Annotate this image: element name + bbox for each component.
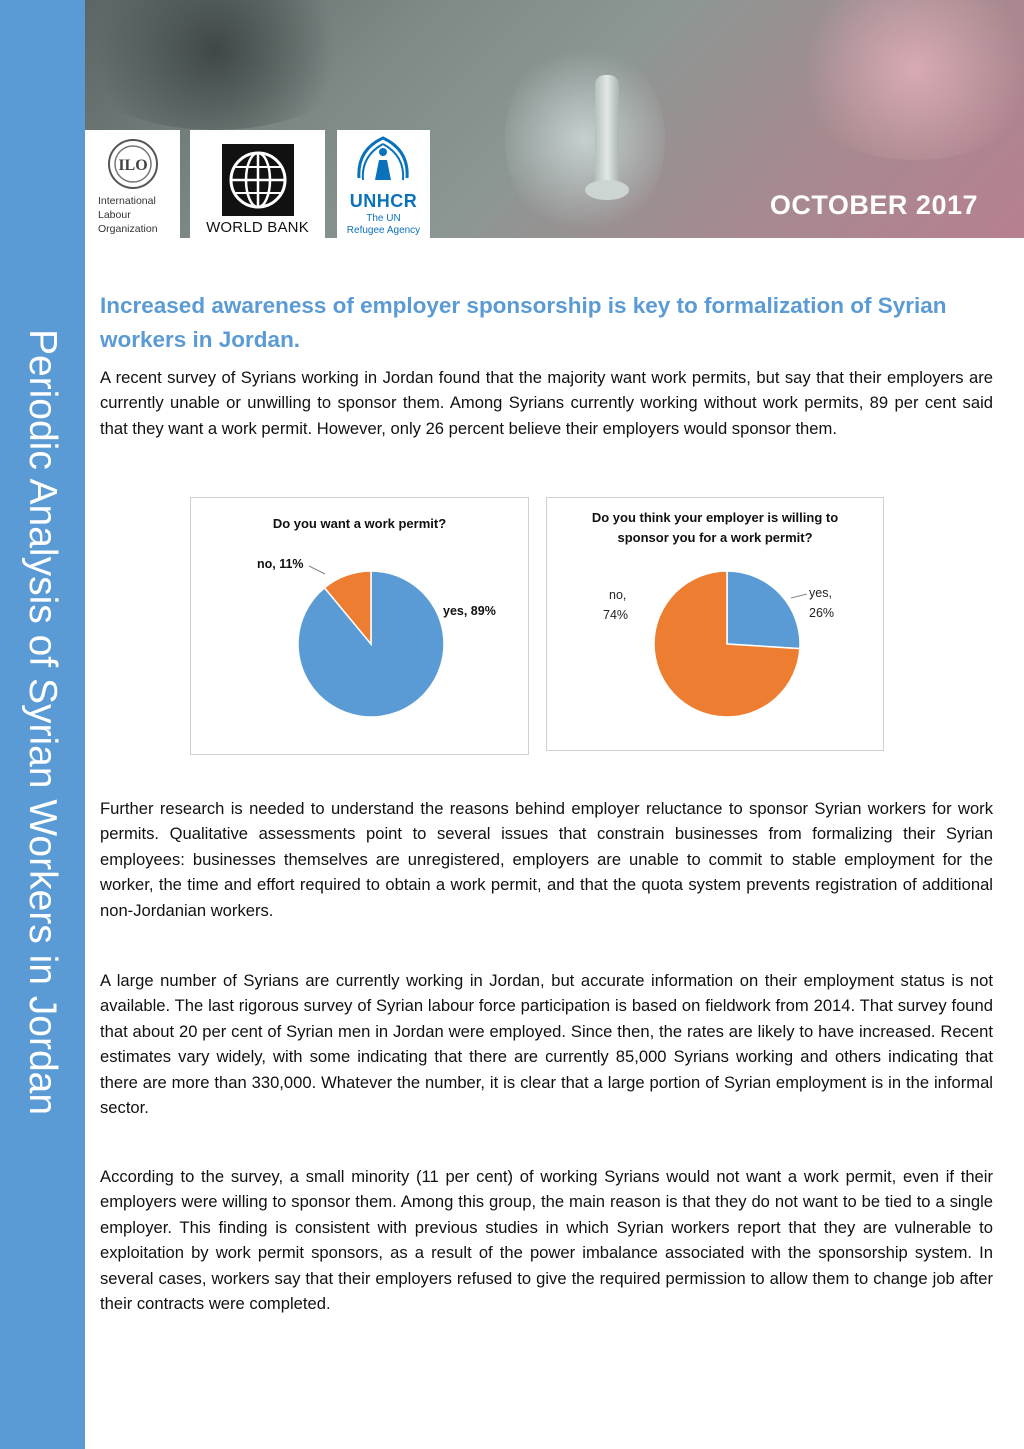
slice-label: yes, (809, 586, 832, 600)
unhcr-name: UNHCR (349, 191, 418, 211)
article-paragraph: According to the survey, a small minority (11 per cent) of working Syrians would not want a work permit, even if their employers were willing to sponsor them. Among this group, the main reason is that they do not want to be tied to a single employer. This finding is consistent with previous studies in which Syrian workers report that they are vulnerable to exploitation by work permit sponsors, as a result of the power imbalance associated with the sponsorship system. In several cases, workers say that their employers refused to give the required permission to allow them to change job after their contracts were completed. (100, 1167, 993, 1314)
leader-line (791, 594, 807, 598)
unhcr-subtitle-line: Refugee Agency (346, 225, 421, 236)
pie-chart-employer-sponsor (546, 497, 884, 751)
world-bank-logo (190, 130, 325, 238)
ilo-name-line: International (98, 195, 156, 207)
pie-chart-svg (191, 498, 530, 756)
sewing-spool-base (585, 180, 629, 200)
ilo-name (98, 194, 158, 236)
chart-title: Do you think your employer is willing to sponsor you for a work permit? (591, 510, 839, 545)
vertical-title: Periodic Analysis of Syrian Workers in Jordan (21, 328, 64, 1116)
slice-label: 74% (603, 608, 629, 622)
pie-chart-svg (547, 498, 885, 752)
world-bank-name: WORLD BANK (206, 219, 309, 236)
slice-label: yes, 89% (443, 604, 496, 618)
unhcr-logo (337, 130, 430, 238)
article-paragraph: A recent survey of Syrians working in Jordan found that the majority want work permits, but say that their employers are currently unable or unwilling to sponsor them. Among Syrians currently working without work permits, 89 per cent said that they want a work permit. However, only 26 percent believe their employers would sponsor them. (100, 368, 993, 438)
leader-line (309, 566, 325, 574)
slice-label: no, 11% (257, 557, 304, 571)
article-paragraph: A large number of Syrians are currently working in Jordan, but accurate information on their employment status is not available. The last rigorous survey of Syrian labour force participation is based on fieldwork from 2014. That survey found that about 20 per cent of Syrian men in Jordan were employed. Since then, the rates are likely to have increased. Recent estimates vary widely, with some indicating that there are currently 85,000 Syrians working and others indicating that there are more than 330,000. Whatever the number, it is clear that a large portion of Syrian employment is in the informal sector. (100, 971, 993, 1118)
ilo-logo (85, 130, 180, 238)
issue-date: OCTOBER 2017 (769, 190, 978, 220)
banner-shade (785, 0, 1024, 160)
ilo-name-line: Organization (98, 223, 158, 235)
side-band (0, 0, 85, 1449)
pie-slice (727, 571, 800, 649)
svg-text:ILO: ILO (118, 157, 148, 174)
unhcr-subtitle-line: The UN (366, 213, 401, 224)
banner-shade (505, 40, 665, 238)
ilo-name-line: Labour (98, 209, 131, 221)
sewing-spool-shape (595, 75, 619, 195)
slice-label: 26% (809, 606, 835, 620)
chart-title: Do you want a work permit? (272, 516, 447, 531)
slice-label: no, (609, 588, 627, 602)
pie-chart-want-permit (190, 497, 529, 755)
article-headline: Increased awareness of employer sponsorship is key to formalization of Syrian workers in Jordan. (100, 293, 947, 352)
article-paragraph: Further research is needed to understand the reasons behind employer reluctance to sponsor Syrian workers for work permits. Qualitative assessments point to several issues that constrain businesses from formalizing their Syrian employees: businesses themselves are unregistered, employers are unable to commit to stable employment for the worker, the time and effort required to obtain a work permit, and that the quota system prevents registration of additional non-Jordanian workers. (100, 799, 993, 920)
banner-shade (85, 0, 365, 130)
unhcr-subtitle (337, 213, 430, 237)
